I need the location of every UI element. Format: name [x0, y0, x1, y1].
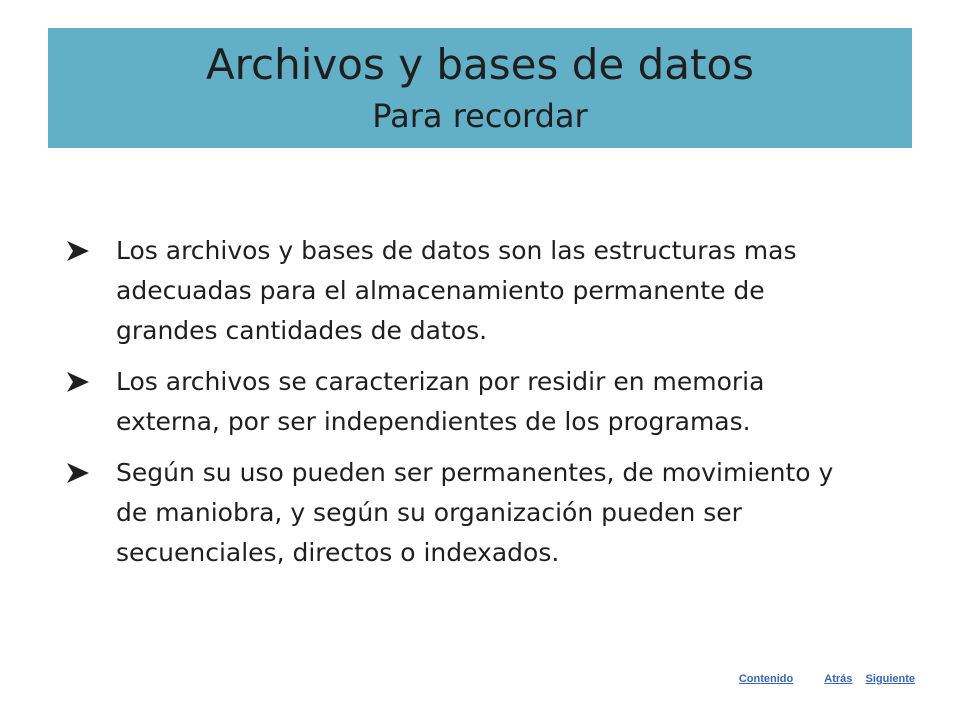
- bullet-text: Los archivos se caracterizan por residir en memoria externa, por ser independientes de los programas.: [116, 367, 765, 436]
- slide-subtitle: Para recordar: [372, 97, 588, 135]
- arrowhead-bullet-icon: [66, 240, 90, 262]
- bullet-text: Según su uso pueden ser permanentes, de movimiento y de maniobra, y según su organización pueden ser secuenciales, directos o indexados.: [116, 458, 834, 567]
- next-link[interactable]: Siguiente: [865, 673, 915, 685]
- arrowhead-bullet-icon: [66, 462, 90, 484]
- slide-navigation: [739, 672, 915, 686]
- bullet-list: [66, 231, 916, 584]
- contents-link[interactable]: Contenido: [738, 673, 794, 685]
- back-link[interactable]: Atrás: [824, 673, 853, 685]
- bullet-item: [66, 362, 916, 442]
- bullet-item: [66, 453, 916, 573]
- arrowhead-bullet-icon: [66, 371, 90, 393]
- title-banner: [48, 28, 912, 148]
- slide-title: Archivos y bases de datos: [205, 40, 755, 89]
- bullet-item: [66, 231, 916, 351]
- bullet-text: Los archivos y bases de datos son las estructuras mas adecuadas para el almacenamiento permanente de grandes cantidades de datos.: [116, 236, 797, 345]
